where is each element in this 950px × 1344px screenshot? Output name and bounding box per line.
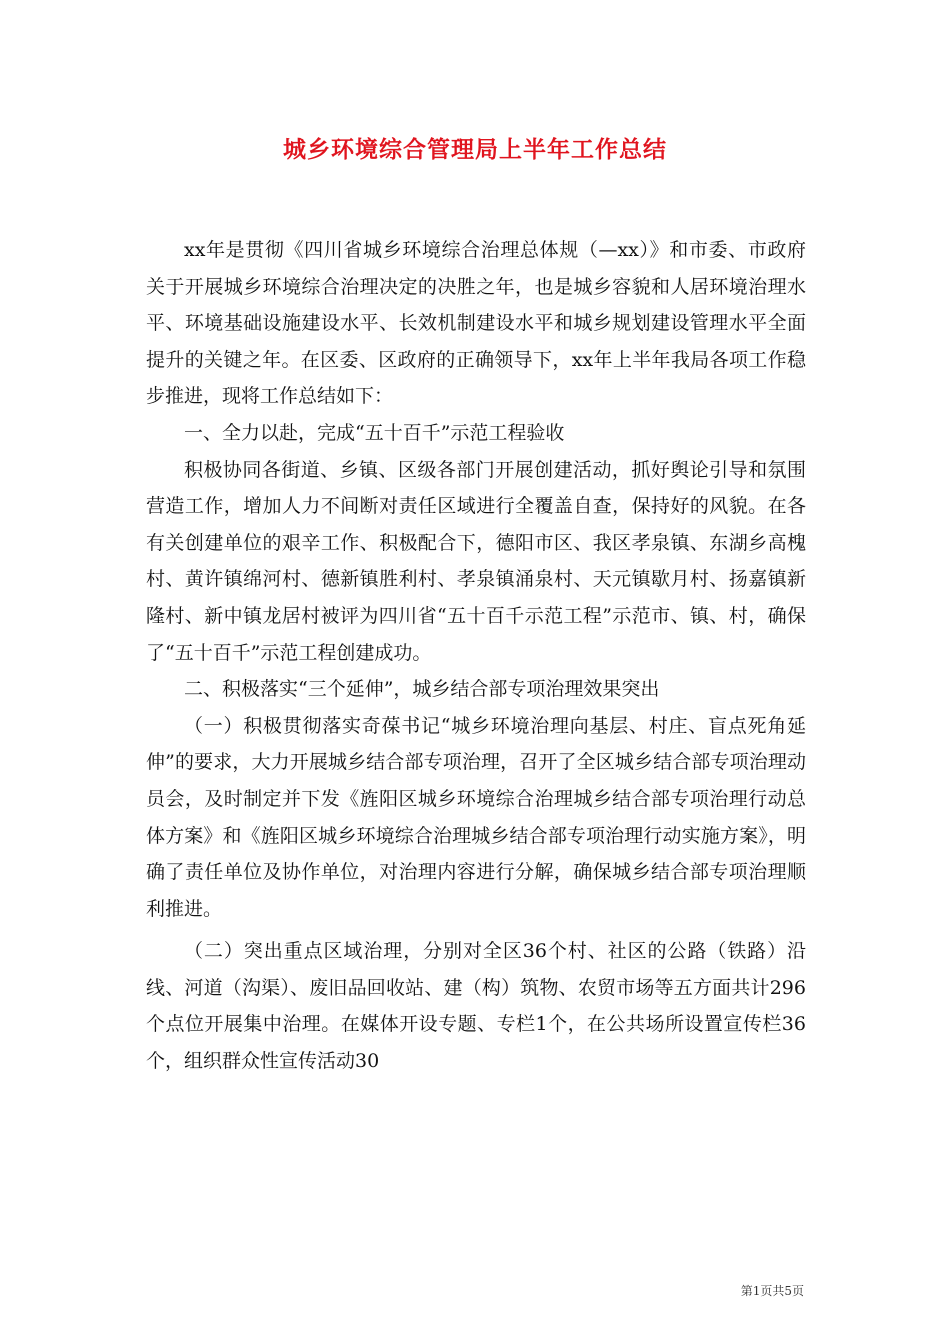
page-number: 第1页共5页 [740,1284,804,1298]
paragraph-intro: xx年是贯彻《四川省城乡环境综合治理总体规（—xx）》和市委、市政府关于开展城乡环境综合治理决定的决胜之年，也是城乡容貌和人居环境治理水平、环境基础设施建设水平、长效机制建设水平和城乡规划建设管理水平全面提升的关键之年。在区委、区政府的正确领导下，xx年上半年我局各项工作稳步推进，现将工作总结如下： [146,239,806,408]
section-heading-1: 一、全力以赴，完成“五十百千”示范工程验收 [184,421,565,444]
paragraph-section-1: 积极协同各街道、乡镇、区级各部门开展创建活动，抓好舆论引导和氛围营造工作，增加人力不间断对责任区域进行全覆盖自查，保持好的风貌。在各有关创建单位的艰辛工作、积极配合下，德阳市区、我区孝泉镇、东湖乡高槐村、黄许镇绵河村、德新镇胜利村、孝泉镇涌泉村、天元镇歇月村、扬嘉镇新隆村、新中镇龙居村被评为四川省“五十百千示范工程”示范市、镇、村，确保了“五十百千”示范工程创建成功。 [146,458,806,664]
paragraph-section-2-item-2: （二）突出重点区域治理，分别对全区36个村、社区的公路（铁路）沿线、河道（沟渠）、废旧品回收站、建（构）筑物、农贸市场等五方面共计296个点位开展集中治理。在媒体开设专题、专栏1个，在公共场所设置宣传栏36个，组织群众性宣传活动30 [146,940,806,1073]
document-body [146,232,806,1080]
document-title: 城乡环境综合管理局上半年工作总结 [283,136,667,163]
section-heading-2: 二、积极落实“三个延伸”，城乡结合部专项治理效果突出 [184,678,660,701]
paragraph-section-2-item-1: （一）积极贯彻落实奇葆书记“城乡环境治理向基层、村庄、盲点死角延伸”的要求，大力开展城乡结合部专项治理，召开了全区城乡结合部专项治理动员会，及时制定并下发《旌阳区城乡环境综合治理城乡结合部专项治理行动总体方案》和《旌阳区城乡环境综合治理城乡结合部专项治理行动实施方案》，明确了责任单位及协作单位，对治理内容进行分解，确保城乡结合部专项治理顺利推进。 [146,714,806,920]
